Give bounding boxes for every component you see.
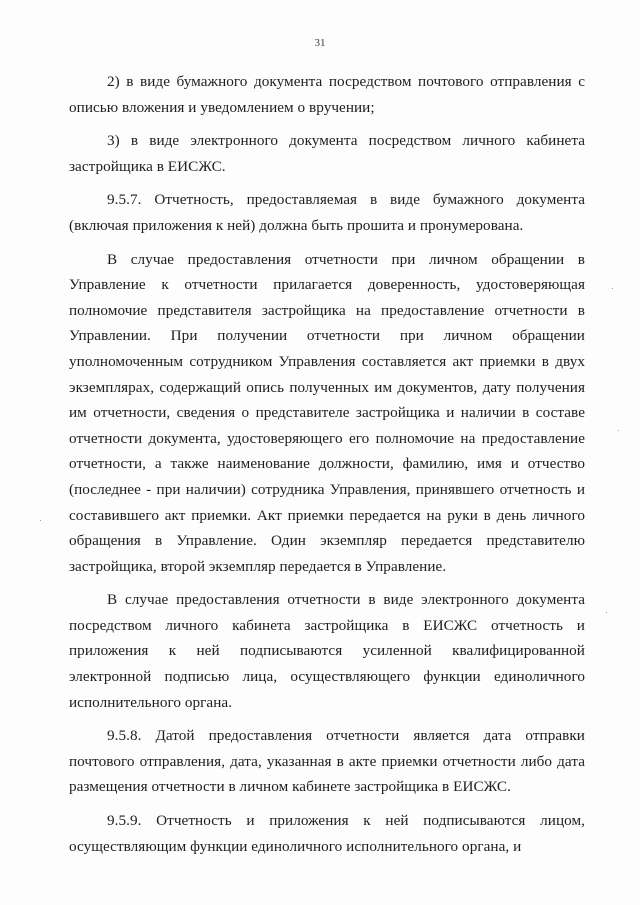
paragraph-9-5-8: 9.5.8. Датой предоставления отчетности является дата отправки почтового отправления, дата, указанная в акте приемки отчетности либо дата размещения отчетности в личном кабинете застройщика в ЕИСЖС. — [69, 727, 585, 796]
paragraph-personal-submission: В случае предоставления отчетности при личном обращении в Управление к отчетности прилагается доверенность, удостоверяющая полномочие представителя застройщика на предоставление отчетности в Управлении. При получении отчетности при личном обращении уполномоченным сотрудником Управления составляется акт приемки в двух экземплярах, содержащий опись полученных им документов, дату получения им отчетности, сведения о представителе застройщика и наличии в составе отчетности документа, удостоверяющего его полномочие на предоставление отчетности, а также наименование должности, фамилию, имя и отчество (последнее - при наличии) сотрудника Управления, принявшего отчетность и составившего акт приемки. Акт приемки передается на руки в день личного обращения в Управление. Один экземпляр передается представителю застройщика, второй экземпляр передается в Управление. — [69, 250, 585, 575]
scan-speck — [40, 520, 41, 521]
scan-speck — [606, 612, 607, 613]
document-body — [69, 69, 585, 865]
scan-speck — [612, 288, 613, 289]
paragraph-9-5-9: 9.5.9. Отчетность и приложения к ней подписываются лицом, осуществляющим функции единоличного исполнительного органа, и — [69, 812, 585, 855]
paragraph-item-3: 3) в виде электронного документа посредством личного кабинета застройщика в ЕИСЖС. — [69, 132, 585, 175]
page-number: 31 — [314, 37, 326, 49]
scan-speck — [618, 430, 619, 431]
paragraph-item-2: 2) в виде бумажного документа посредством почтового отправления с описью вложения и уведомлением о вручении; — [69, 73, 585, 116]
paragraph-electronic-submission: В случае предоставления отчетности в виде электронного документа посредством личного кабинета застройщика в ЕИСЖС отчетность и приложения к ней подписываются усиленной квалифицированной электронной подписью лица, осуществляющего функции единоличного исполнительного органа. — [69, 591, 585, 711]
paragraph-9-5-7: 9.5.7. Отчетность, предоставляемая в виде бумажного документа (включая приложения к ней) должна быть прошита и пронумерована. — [69, 191, 585, 234]
